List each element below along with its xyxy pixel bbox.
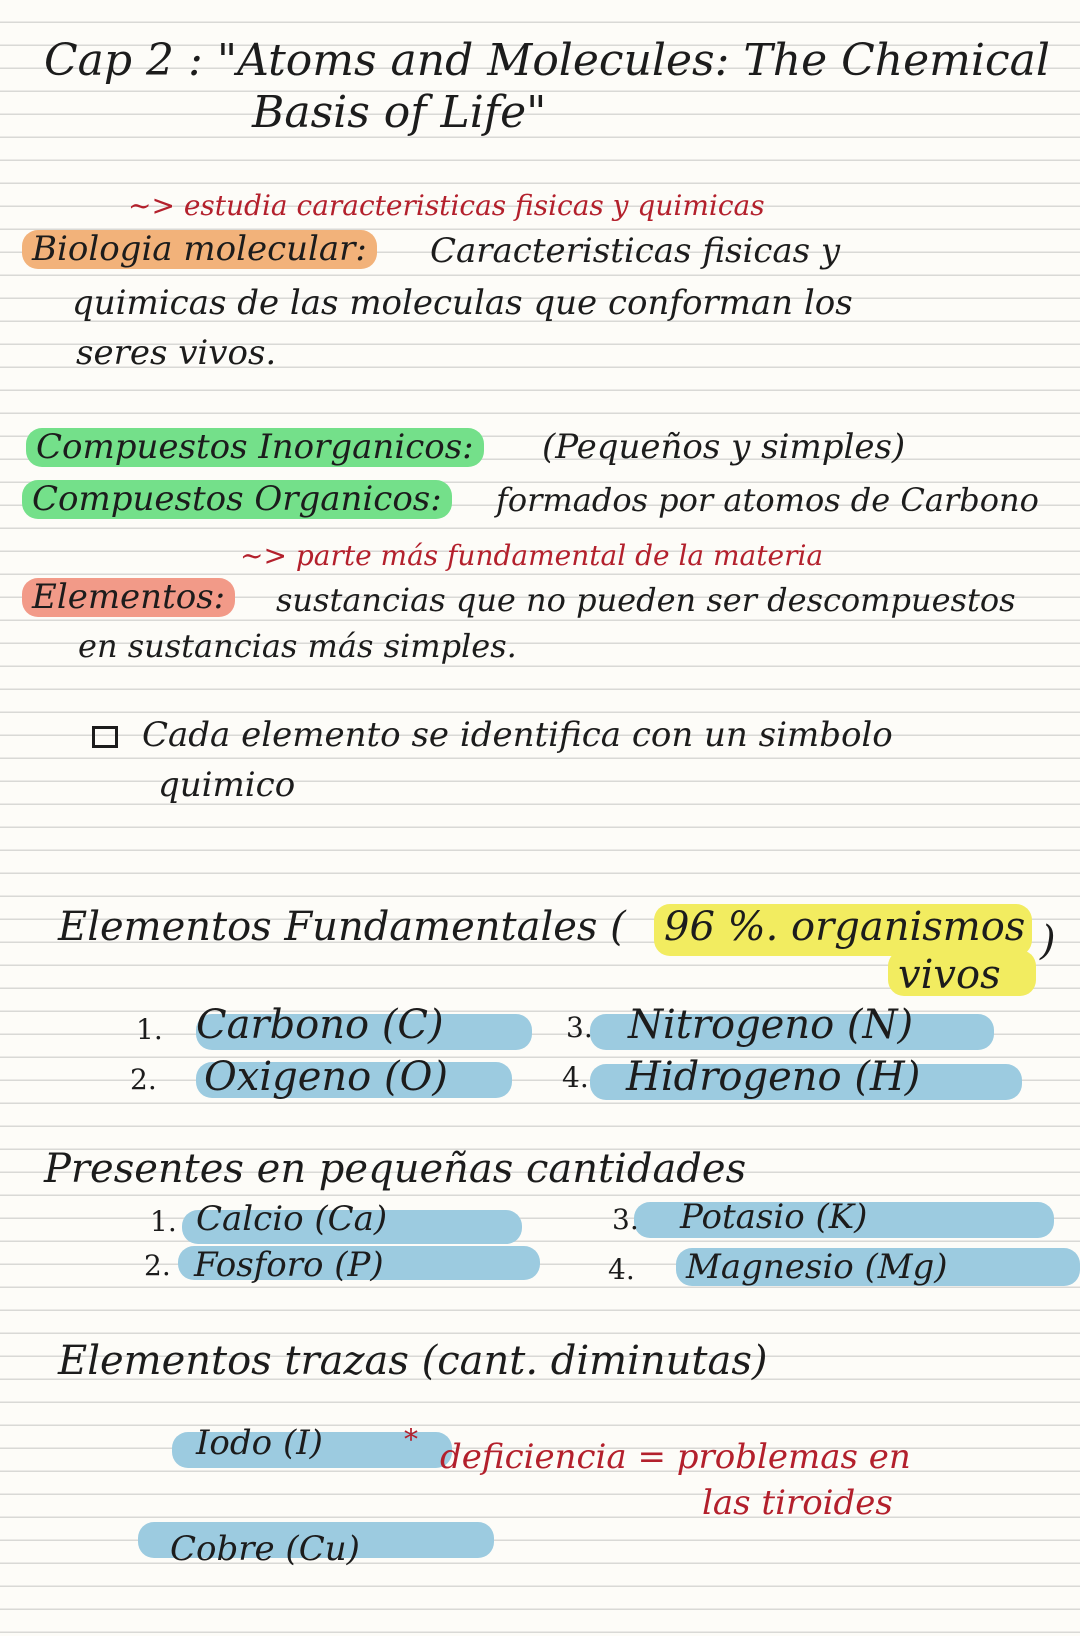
- pequenas-num-1: 1.: [150, 1205, 177, 1238]
- trazas-heading: Elementos trazas (cant. diminutas): [58, 1338, 768, 1384]
- item-potasio: Potasio (K): [680, 1197, 868, 1237]
- item-hidrogeno: Hidrogeno (H): [626, 1054, 921, 1100]
- fundamentales-close-paren: ): [1040, 918, 1056, 964]
- fundamentales-highlight-line2: vivos: [898, 952, 1001, 998]
- trazas-star: *: [404, 1423, 418, 1456]
- elementos-def-line2: en sustancias más simples.: [78, 627, 517, 665]
- biologia-def-line3: seres vivos.: [76, 333, 277, 373]
- pequenas-num-2: 2.: [144, 1249, 171, 1282]
- biologia-term: [22, 230, 377, 269]
- item-iodo: Iodo (I): [196, 1423, 323, 1463]
- elementos-term: [22, 578, 235, 617]
- page-title-line1: Cap 2 : "Atoms and Molecules: The Chemical: [44, 35, 1050, 86]
- page-title-line2: Basis of Life": [252, 87, 547, 138]
- elementos-def-line1: sustancias que no pueden ser descompuestos: [276, 581, 1016, 619]
- biologia-annotation: ~> estudia caracteristicas fisicas y quimicas: [128, 189, 765, 222]
- item-num-2: 2.: [130, 1063, 157, 1096]
- organicos-highlight: Compuestos Organicos:: [22, 480, 452, 519]
- item-num-4: 4.: [562, 1061, 589, 1094]
- checklist-line1: Cada elemento se identifica con un simbolo: [142, 715, 893, 755]
- item-nitrogeno: Nitrogeno (N): [628, 1002, 914, 1048]
- trazas-note-line2: las tiroides: [702, 1483, 893, 1523]
- elementos-highlight: Elementos:: [22, 578, 235, 617]
- item-magnesio: Magnesio (Mg): [686, 1247, 948, 1287]
- inorganicos-highlight: Compuestos Inorganicos:: [26, 428, 484, 467]
- item-num-3: 3.: [566, 1011, 593, 1044]
- inorganicos-term: [26, 428, 484, 467]
- item-fosforo: Fosforo (P): [194, 1245, 384, 1285]
- biologia-term-highlight: Biologia molecular:: [22, 230, 377, 269]
- organicos-term: [22, 480, 452, 519]
- organicos-def: formados por atomos de Carbono: [496, 481, 1039, 519]
- pequenas-num-4: 4.: [608, 1253, 635, 1286]
- biologia-def-line2: quimicas de las moleculas que conforman los: [72, 283, 853, 323]
- fundamentales-highlight-line1: 96 %. organismos: [664, 904, 1026, 950]
- checklist-line2: quimico: [158, 765, 296, 805]
- item-oxigeno: Oxigeno (O): [204, 1054, 448, 1100]
- pequenas-num-3: 3.: [612, 1203, 639, 1236]
- item-calcio: Calcio (Ca): [196, 1199, 388, 1239]
- fundamentales-heading: Elementos Fundamentales (: [58, 904, 626, 950]
- item-cobre: Cobre (Cu): [170, 1529, 360, 1569]
- checkbox-icon[interactable]: [92, 726, 118, 748]
- inorganicos-def: (Pequeños y simples): [542, 427, 906, 467]
- item-num-1: 1.: [136, 1013, 163, 1046]
- biologia-def-line1: Caracteristicas fisicas y: [430, 231, 841, 271]
- trazas-note-line1: deficiencia = problemas en: [440, 1437, 911, 1477]
- pequenas-heading: Presentes en pequeñas cantidades: [44, 1146, 747, 1192]
- item-carbono: Carbono (C): [196, 1002, 444, 1048]
- elementos-annotation: ~> parte más fundamental de la materia: [240, 539, 824, 572]
